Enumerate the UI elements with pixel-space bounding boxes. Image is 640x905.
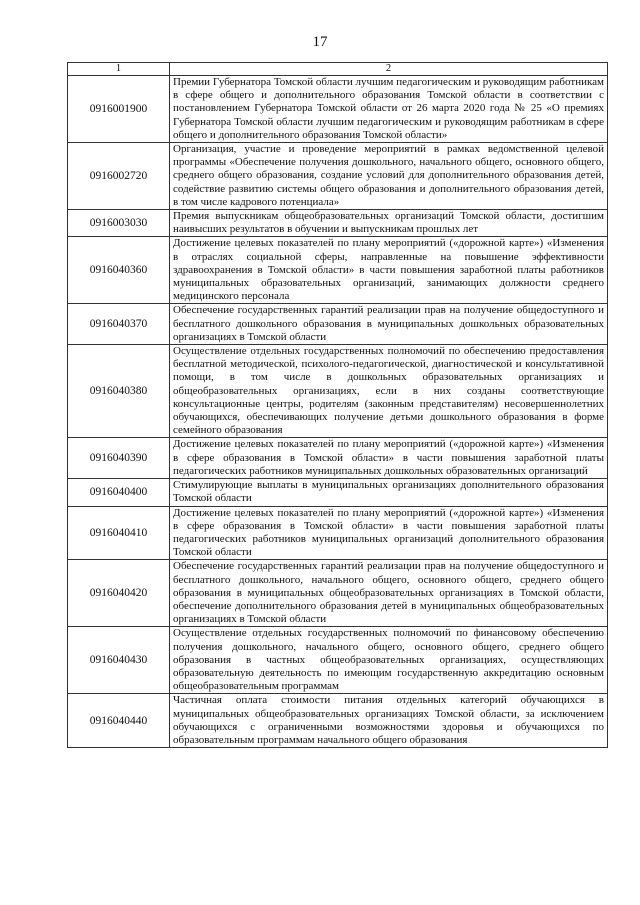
row-code: 0916040400 — [68, 479, 170, 506]
table-row — [68, 304, 608, 345]
table-row — [68, 560, 608, 627]
column-header-code: 1 — [68, 63, 170, 76]
budget-code-table — [67, 62, 608, 748]
row-code: 0916040420 — [68, 560, 170, 627]
row-code: 0916040390 — [68, 438, 170, 479]
row-code: 0916040380 — [68, 345, 170, 438]
row-description: Премии Губернатора Томской области лучшим педагогическим и руководящим работникам в сфере общего и дополнительного образования Томской области в соответствии с постановлением Губернатора Томской области от 26 марта 2020 года № 25 «О премиях Губернатора Томской области лучшим педагогическим и руководящим работникам в сфере общего и дополнительного образования Томской области» — [170, 76, 608, 143]
table-row — [68, 479, 608, 506]
table-row — [68, 506, 608, 560]
row-description: Премия выпускникам общеобразовательных организаций Томской области, достигшим наивысших результатов в обучении и выпускникам прошлых лет — [170, 210, 608, 237]
row-description: Организация, участие и проведение мероприятий в рамках ведомственной целевой программы «Обеспечение получения дошкольного, начального общего, основного общего, среднего общего образования, создание условий для дополнительного образования детей, содействие развитию системы общего образования и дополнительного образования детей, в том числе кадрового потенциала» — [170, 143, 608, 210]
row-description: Осуществление отдельных государственных полномочий по обеспечению предоставления бесплатной методической, психолого-педагогической, диагностической и консультативной помощи, в том числе в дошкольных образовательных организациях и общеобразовательных организациях, если в них созданы соответствующие консультационные центры, родителям (законным представителям) несовершеннолетних обучающихся, обеспечивающих получение детьми дошкольного образования в форме семейного образования — [170, 345, 608, 438]
row-code: 0916040370 — [68, 304, 170, 345]
row-description: Достижение целевых показателей по плану мероприятий («дорожной карте») «Изменения в отраслях социальной сферы, направленные на повышение эффективности здравоохранения в Томской области» в части повышения заработной платы работников муниципальных образовательных организаций, занимающих должности среднего медицинского персонала — [170, 237, 608, 304]
table-row — [68, 627, 608, 694]
row-description: Достижение целевых показателей по плану мероприятий («дорожной карте») «Изменения в сфере образования в Томской области» в части повышения заработной платы педагогических работников муниципальных организаций дополнительного образования Томской области — [170, 506, 608, 560]
row-code: 0916040440 — [68, 694, 170, 748]
row-description: Осуществление отдельных государственных полномочий по финансовому обеспечению получения дошкольного, начального общего, основного общего, среднего общего образования в частных общеобразовательных организациях, осуществляющих образовательную деятельность по имеющим государственную аккредитацию основным общеобразовательным программам — [170, 627, 608, 694]
row-code: 0916001900 — [68, 76, 170, 143]
column-header-description: 2 — [170, 63, 608, 76]
table-row — [68, 694, 608, 748]
table-row — [68, 76, 608, 143]
row-code: 0916040410 — [68, 506, 170, 560]
row-code: 0916040430 — [68, 627, 170, 694]
table-row — [68, 143, 608, 210]
row-code: 0916003030 — [68, 210, 170, 237]
row-description: Обеспечение государственных гарантий реализации прав на получение общедоступного и бесплатного дошкольного образования в муниципальных дошкольных образовательных организациях в Томской области — [170, 304, 608, 345]
page-number: 17 — [312, 34, 328, 50]
table-row — [68, 210, 608, 237]
table-row — [68, 237, 608, 304]
row-description: Обеспечение государственных гарантий реализации прав на получение общедоступного и бесплатного дошкольного, начального общего, основного общего, среднего общего образования в муниципальных общеобразовательных организациях в Томской области, обеспечение дополнительного образования детей в муниципальных общеобразовательных организациях в Томской области — [170, 560, 608, 627]
table-row — [68, 345, 608, 438]
row-description: Стимулирующие выплаты в муниципальных организациях дополнительного образования Томской области — [170, 479, 608, 506]
table-header-row — [68, 63, 608, 76]
row-code: 0916002720 — [68, 143, 170, 210]
row-description: Достижение целевых показателей по плану мероприятий («дорожной карте») «Изменения в сфере образования в Томской области» в части повышения заработной платы педагогических работников муниципальных дошкольных образовательных организаций — [170, 438, 608, 479]
table-row — [68, 438, 608, 479]
row-description: Частичная оплата стоимости питания отдельных категорий обучающихся в муниципальных общеобразовательных организациях Томской области, за исключением обучающихся с ограниченными возможностями здоровья и обучающихся по образовательным программам начального общего образования — [170, 694, 608, 748]
row-code: 0916040360 — [68, 237, 170, 304]
